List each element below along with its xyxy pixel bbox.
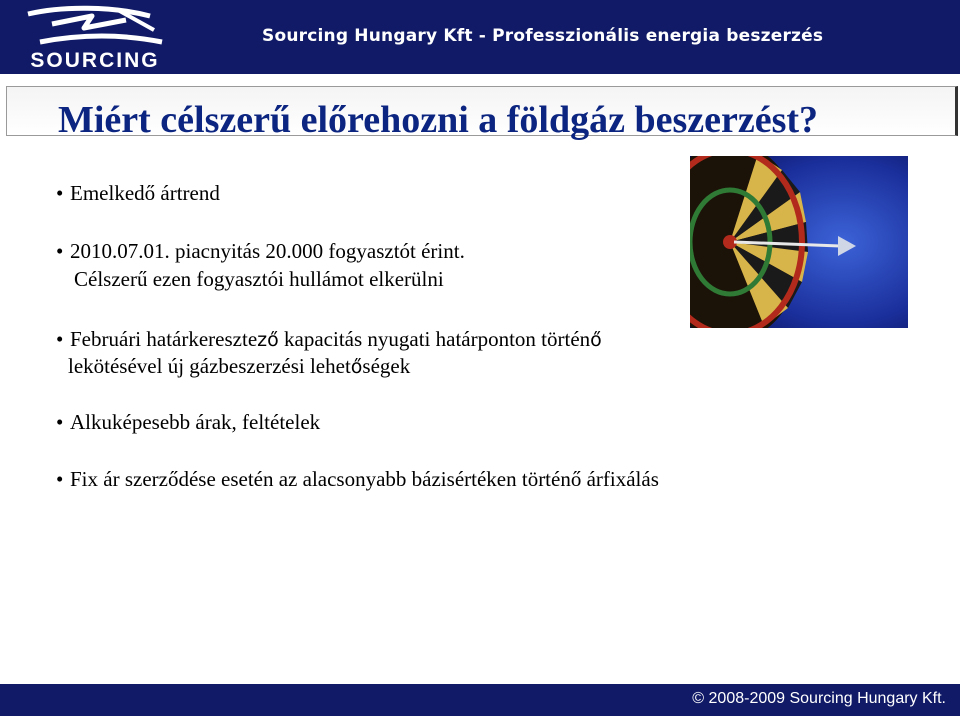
logo-text: SOURCING (30, 49, 160, 72)
bullet-bargaining: • Alkuképesebb árak, feltételek (56, 410, 321, 434)
page-title: Miért célszerű előrehozni a földgáz beszerzést? (58, 99, 819, 141)
bullet-price-trend: • Emelkedő ártrend (56, 181, 220, 205)
bullet-capacity: • Februári határkeresztező kapacitás nyugati határponton történő (56, 327, 602, 351)
bullet-text: Alkuképesebb árak, feltételek (70, 410, 321, 434)
bullet-text: Célszerű ezen fogyasztói hullámot elkerülni (74, 267, 444, 291)
bullet-text: 2010.07.01. piacnyitás 20.000 fogyasztót érint. (70, 239, 465, 263)
dartboard-image (690, 156, 908, 328)
bullet-capacity-line2: lekötésével új gázbeszerzési lehetőségek (68, 354, 411, 378)
bullet-fixed-price: • Fix ár szerződése esetén az alacsonyabb bázisértéken történő árfixálás (56, 467, 659, 491)
bullet-market-opening: • 2010.07.01. piacnyitás 20.000 fogyasztót érint. (56, 239, 465, 263)
bullet-text: Fix ár szerződése esetén az alacsonyabb bázisértéken történő árfixálás (70, 467, 659, 491)
sourcing-logo (22, 4, 168, 72)
bullet-market-opening-line2 (74, 266, 444, 293)
footer-copyright: © 2008-2009 Sourcing Hungary Kft. (692, 690, 946, 707)
bullet-text: Emelkedő ártrend (70, 181, 220, 205)
logo-swoosh-icon (22, 4, 168, 50)
header-title: Sourcing Hungary Kft - Professzionális energia beszerzés (262, 26, 824, 46)
